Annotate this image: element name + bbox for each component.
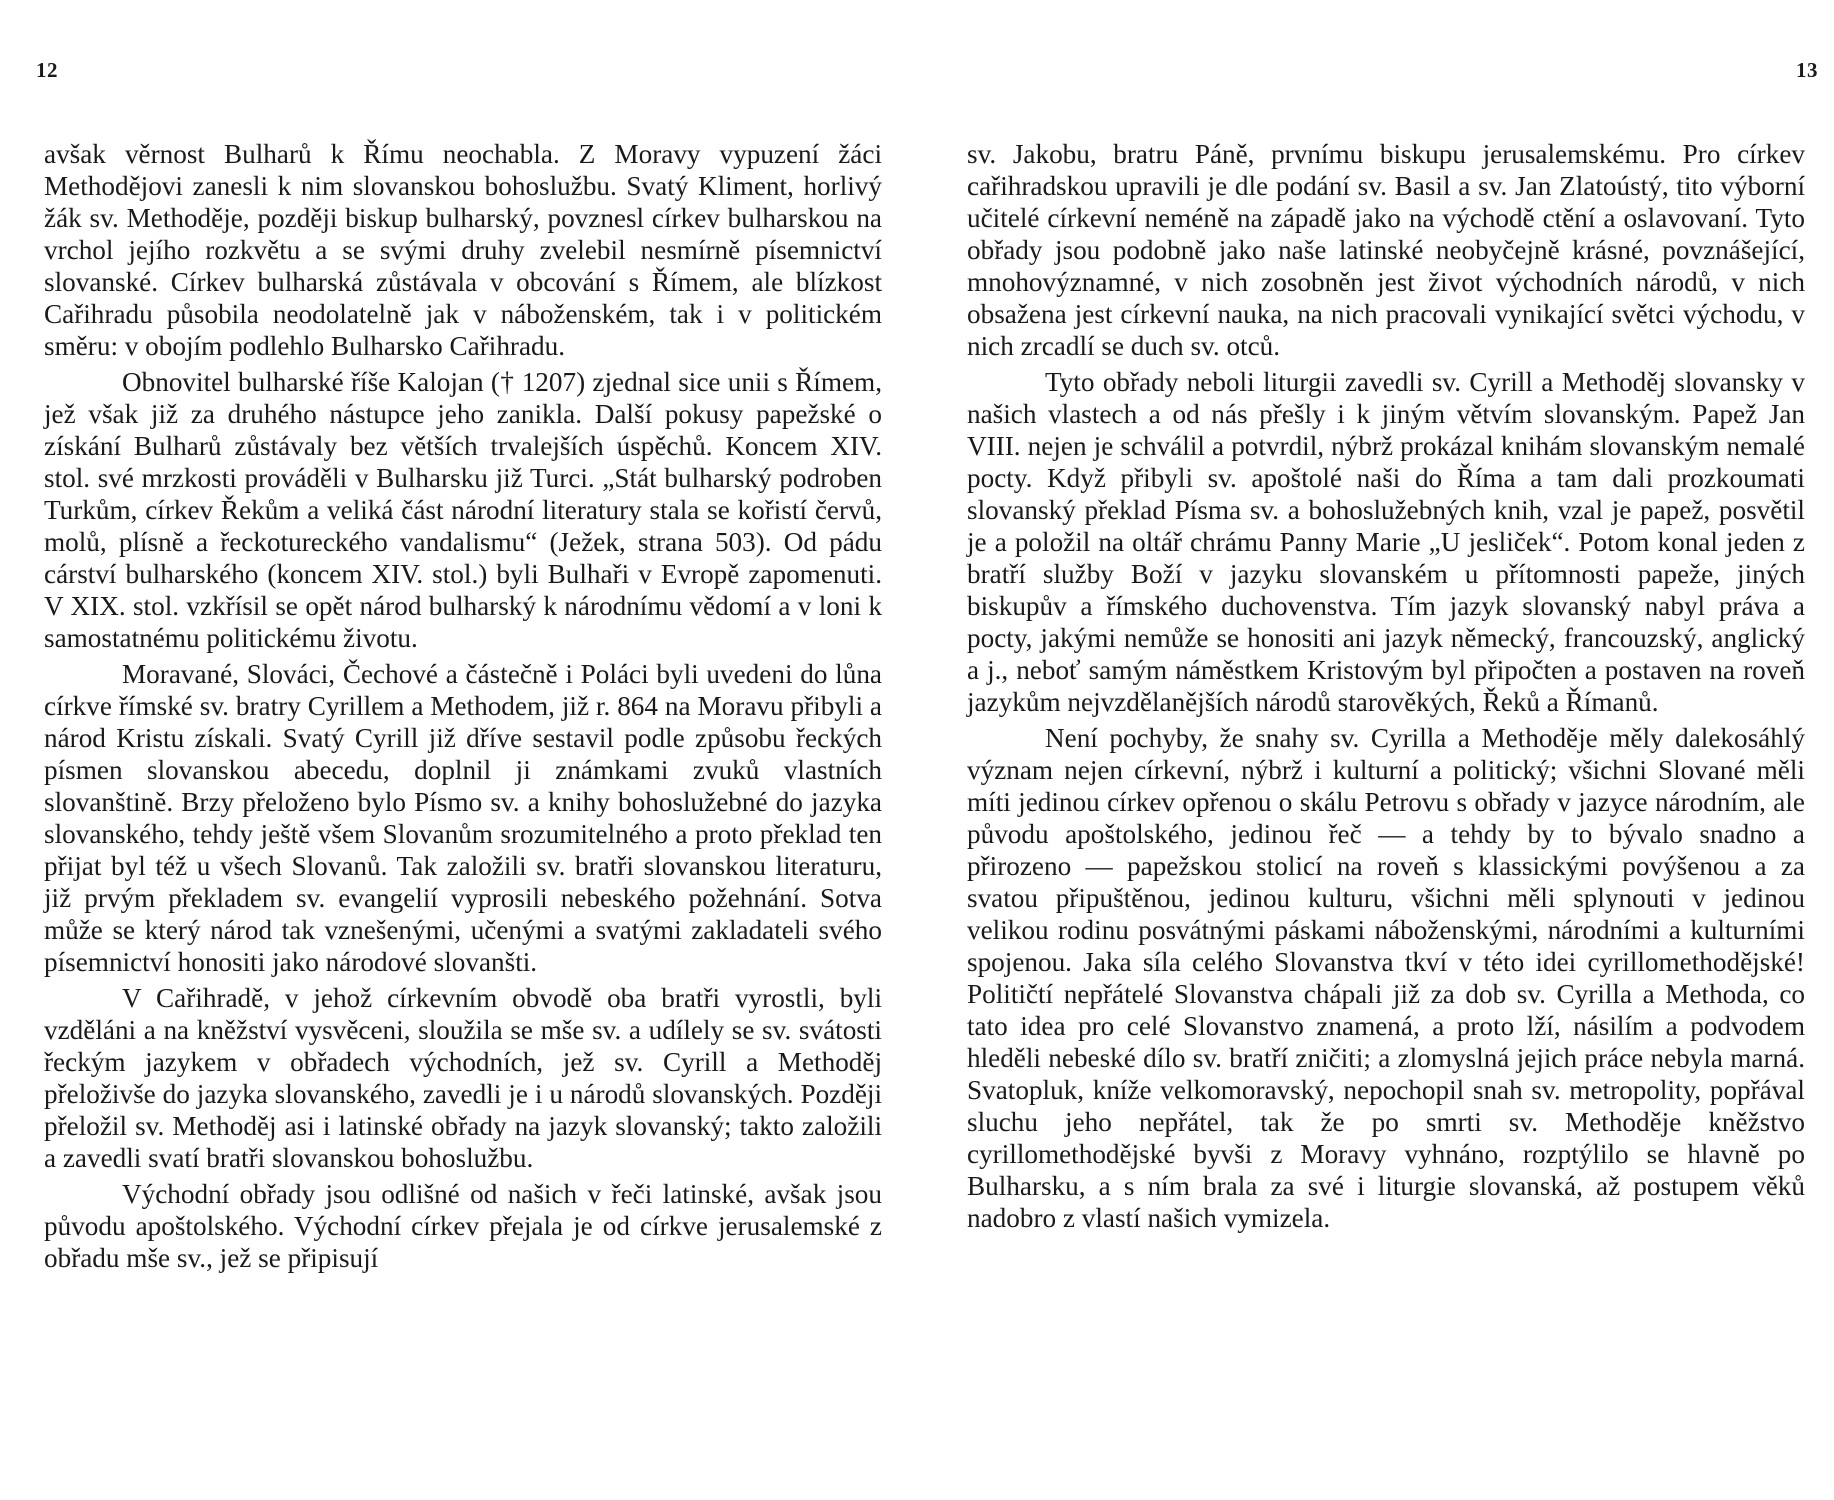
paragraph: Moravané, Slováci, Čechové a částečně i Poláci byli uvedeni do lůna církve římské sv. bratry Cyrillem a Methodem, již r. 864 na Moravu přibyli a národ Kristu získali. Svatý Cyrill již dříve sestavil podle způsobu řeckých písmen slovanskou abecedu, doplnil ji známkami zvuků vlastních slovanštině. Brzy přeloženo bylo Písmo sv. a knihy bohoslužebné do jazyka slovanského, tehdy ještě všem Slovanům srozumitelného a proto překlad ten přijat byl též u všech Slovanů. Tak založili sv. bratři slovanskou literaturu, již prvým překladem sv. evangelií vyprosili nebeského požehnání. Sotva může se který národ tak vznešenými, učenými a svatými zakladateli svého písemnictví honositi jako národové slovanšti. (44, 659, 882, 977)
right-text-column (967, 138, 1805, 1234)
page-number-left: 12 (36, 58, 58, 82)
paragraph: sv. Jakobu, bratru Páně, prvnímu biskupu jerusalemskému. Pro církev cařihradskou upravili je dle podání sv. Basil a sv. Jan Zlatoústý, tito výborní učitelé církevní neméně na západě jako na východě ctění a oslavovaní. Tyto obřady jsou podobně jako naše latinské neobyčejně krásné, povznášející, mnohovýznamné, v nich zosobněn jest život východních národů, v nich obsažena jest církevní nauka, na nich pracovali vynikající světci východu, v nich zrcadlí se duch sv. otců. (967, 139, 1805, 361)
paragraph: Východní obřady jsou odlišné od našich v řeči latinské, avšak jsou původu apoštolského. Východní církev přejala je od církve jerusalemské z obřadu mše sv., jež se připisují (44, 1179, 882, 1273)
paragraph: Tyto obřady neboli liturgii zavedli sv. Cyrill a Methoděj slovansky v našich vlastech a od nás přešly i k jiným větvím slovanským. Papež Jan VIII. nejen je schválil a potvrdil, nýbrž prokázal knihám slovanským nemalé pocty. Když přibyli sv. apoštolé naši do Říma a tam dali prozkoumati slovanský překlad Písma sv. a bohoslužebných knih, vzal je papež, posvětil je a položil na oltář chrámu Panny Marie „U jesliček“. Potom konal jeden z bratří služby Boží v jazyku slovanském u přítomnosti papeže, jiných biskupův a římského duchovenstva. Tím jazyk slovanský nabyl práva a pocty, jakými nemůže se honositi ani jazyk německý, francouzský, anglický a j., neboť samým náměstkem Kristovým byl připočten a postaven na roveň jazykům nejvzdělanějších národů starověkých, Řeků a Římanů. (967, 367, 1805, 717)
page-number-right: 13 (1796, 58, 1818, 82)
paragraph: V Cařihradě, v jehož církevním obvodě oba bratři vyrostli, byli vzděláni a na kněžství vysvěceni, sloužila se mše sv. a udílely se sv. svátosti řeckým jazykem v obřadech východních, jež sv. Cyrill a Methoděj přeloživše do jazyka slovanského, zavedli je i u národů slovanských. Později přeložil sv. Methoděj asi i latinské obřady na jazyk slovanský; takto založili a zavedli svatí bratři slovanskou bohoslužbu. (44, 983, 882, 1173)
left-text-column (44, 138, 882, 1274)
right-page (917, 0, 1834, 1500)
paragraph: Obnovitel bulharské říše Kalojan († 1207) zjednal sice unii s Římem, jež však již za druhého nástupce jeho zanikla. Další pokusy papežské o získání Bulharů zůstávaly bez větších trvalejších úspěchů. Koncem XIV. stol. své mrzkosti prováděli v Bulharsku již Turci. „Stát bulharský podroben Turkům, církev Řekům a veliká část národní literatury stala se kořistí červů, molů, plísně a řeckotureckého vandalismu“ (Ježek, strana 503). Od pádu cárství bulharského (koncem XIV. stol.) byli Bulhaři v Evropě zapomenuti. V XIX. stol. vzkřísil se opět národ bulharský k národnímu vědomí a v loni k samostatnému politickému životu. (44, 367, 882, 653)
paragraph: Není pochyby, že snahy sv. Cyrilla a Methoděje měly dalekosáhlý význam nejen církevní, nýbrž i kulturní a politický; všichni Slované měli míti jedinou církev opřenou o skálu Petrovu s obřady v jazyce národním, ale původu apoštolského, jedinou řeč — a tehdy by to bývalo snadno a přirozeno — papežskou stolicí na roveň s klassickými povýšenou a za svatou připuštěnou, jedinou kulturu, všichni měli splynouti v jedinou velikou rodinu posvátnými páskami náboženskými, národními a kulturními spojenou. Jaka síla celého Slovanstva tkví v této idei cyrillomethodějské! Političtí nepřátelé Slovanstva chápali již za dob sv. Cyrilla a Methoda, co tato idea pro celé Slovanstvo znamená, a proto lží, násilím a podvodem hleděli nebeské dílo sv. bratří zničiti; a zlomyslná jejich práce nebyla marná. Svatopluk, kníže velkomoravský, nepochopil snah sv. metropolity, popřával sluchu jeho nepřátel, tak že po smrti sv. Methoděje kněžstvo cyrillomethodějské byvši z Moravy vyhnáno, rozptýlilo se hlavně po Bulharsku, a s ním brala za své i liturgie slovanská, až postupem věků nadobro z vlastí našich vymizela. (967, 723, 1805, 1233)
paragraph: avšak věrnost Bulharů k Římu neochabla. Z Moravy vypuzení žáci Methodějovi zanesli k nim slovanskou bohoslužbu. Svatý Kliment, horlivý žák sv. Methoděje, později biskup bulharský, povznesl církev bulharskou na vrchol jejího rozkvětu a se svými druhy zvelebil nesmírně písemnictví slovanské. Církev bulharská zůstávala v obcování s Římem, ale blízkost Cařihradu působila neodolatelně jak v náboženském, tak i v politickém směru: v obojím podlehlo Bulharsko Cařihradu. (44, 139, 882, 361)
